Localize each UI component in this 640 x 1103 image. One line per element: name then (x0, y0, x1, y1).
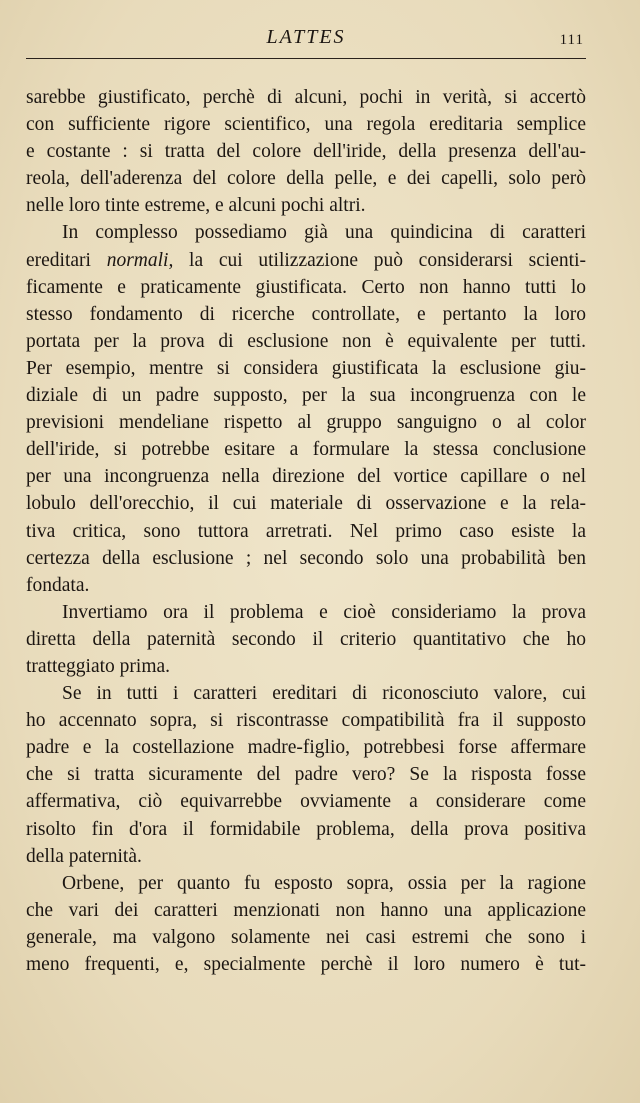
text-line: che si tratta sicuramente del padre vero? Se la risposta fosse (26, 764, 586, 786)
page-number: 111 (559, 32, 584, 48)
paragraph-2 (26, 219, 586, 598)
text-line: reola, dell'aderenza del colore della pelle, e dei capelli, solo però (26, 168, 586, 190)
body-text (26, 84, 586, 978)
paragraph-5 (26, 870, 586, 978)
text-line: per una incongruenza nella direzione del vortice capillare o nel (26, 466, 586, 488)
text-line: diretta della paternità secondo il criterio quantitativo che ho (26, 628, 586, 650)
paragraph-1 (26, 84, 586, 219)
text-line: ficamente e praticamente giustificata. Certo non hanno tutti lo (26, 276, 586, 298)
italic-term: normali, (106, 249, 174, 271)
text-line: generale, ma valgono solamente nei casi estremi che sono i (26, 926, 586, 948)
text-line-mixed (26, 247, 586, 274)
text-line: meno frequenti, e, specialmente perchè il loro numero è tut- (26, 954, 586, 975)
text-line: sarebbe giustificato, perchè di alcuni, pochi in verità, si accertò (26, 87, 586, 108)
text-line: certezza della esclusione ; nel secondo solo una probabilità ben (26, 547, 586, 569)
text-run: la cui utilizzazione può considerarsi scienti- (189, 249, 586, 271)
text-line: e costante : si tratta del colore dell'iride, della presenza dell'au- (26, 141, 586, 163)
text-line: tratteggiato prima. (26, 655, 171, 677)
text-line: previsioni mendeliane rispetto al gruppo sanguigno o al color (26, 412, 586, 434)
text-line: tiva critica, sono tuttora arretrati. Nel primo caso esiste la (26, 520, 586, 542)
text-line: In complesso possediamo già una quindicina di caratteri (62, 222, 586, 244)
text-line: stesso fondamento di ricerche controllate, e pertanto la loro (26, 303, 586, 325)
text-line: lobulo dell'orecchio, il cui materiale di osservazione e la rela- (26, 493, 586, 515)
paragraph-4 (26, 680, 586, 870)
running-title: LATTES (266, 26, 346, 48)
text-line: Invertiamo ora il problema e cioè consideriamo la prova (62, 601, 586, 623)
text-line: padre e la costellazione madre-figlio, potrebbesi forse affermare (26, 737, 586, 759)
text-line: che vari dei caratteri menzionati non hanno una applicazione (26, 899, 586, 921)
text-line: risolto fin d'ora il formidabile problema, della prova positiva (26, 818, 586, 840)
text-line: diziale di un padre supposto, per la sua incongruenza con le (26, 385, 586, 407)
paragraph-3 (26, 599, 586, 680)
text-line: fondata. (26, 574, 90, 596)
text-line: dell'iride, si potrebbe esitare a formulare la stessa conclusione (26, 439, 586, 461)
text-line: della paternità. (26, 845, 142, 867)
text-line: ho accennato sopra, si riscontrasse compatibilità fra il supposto (26, 710, 586, 732)
text-line: affermativa, ciò equivarrebbe ovviamente a considerare come (26, 791, 586, 813)
page-header (26, 26, 586, 59)
text-line: portata per la prova di esclusione non è equivalente per tutti. (26, 330, 586, 352)
text-line: Per esempio, mentre si considera giustificata la esclusione giu- (26, 357, 586, 379)
text-line: con sufficiente rigore scientifico, una regola ereditaria semplice (26, 114, 586, 136)
text-line: nelle loro tinte estreme, e alcuni pochi altri. (26, 195, 366, 217)
text-line: Orbene, per quanto fu esposto sopra, ossia per la ragione (62, 872, 586, 894)
text-line: Se in tutti i caratteri ereditari di riconosciuto valore, cui (62, 683, 586, 705)
text-run: ereditari (26, 249, 91, 271)
